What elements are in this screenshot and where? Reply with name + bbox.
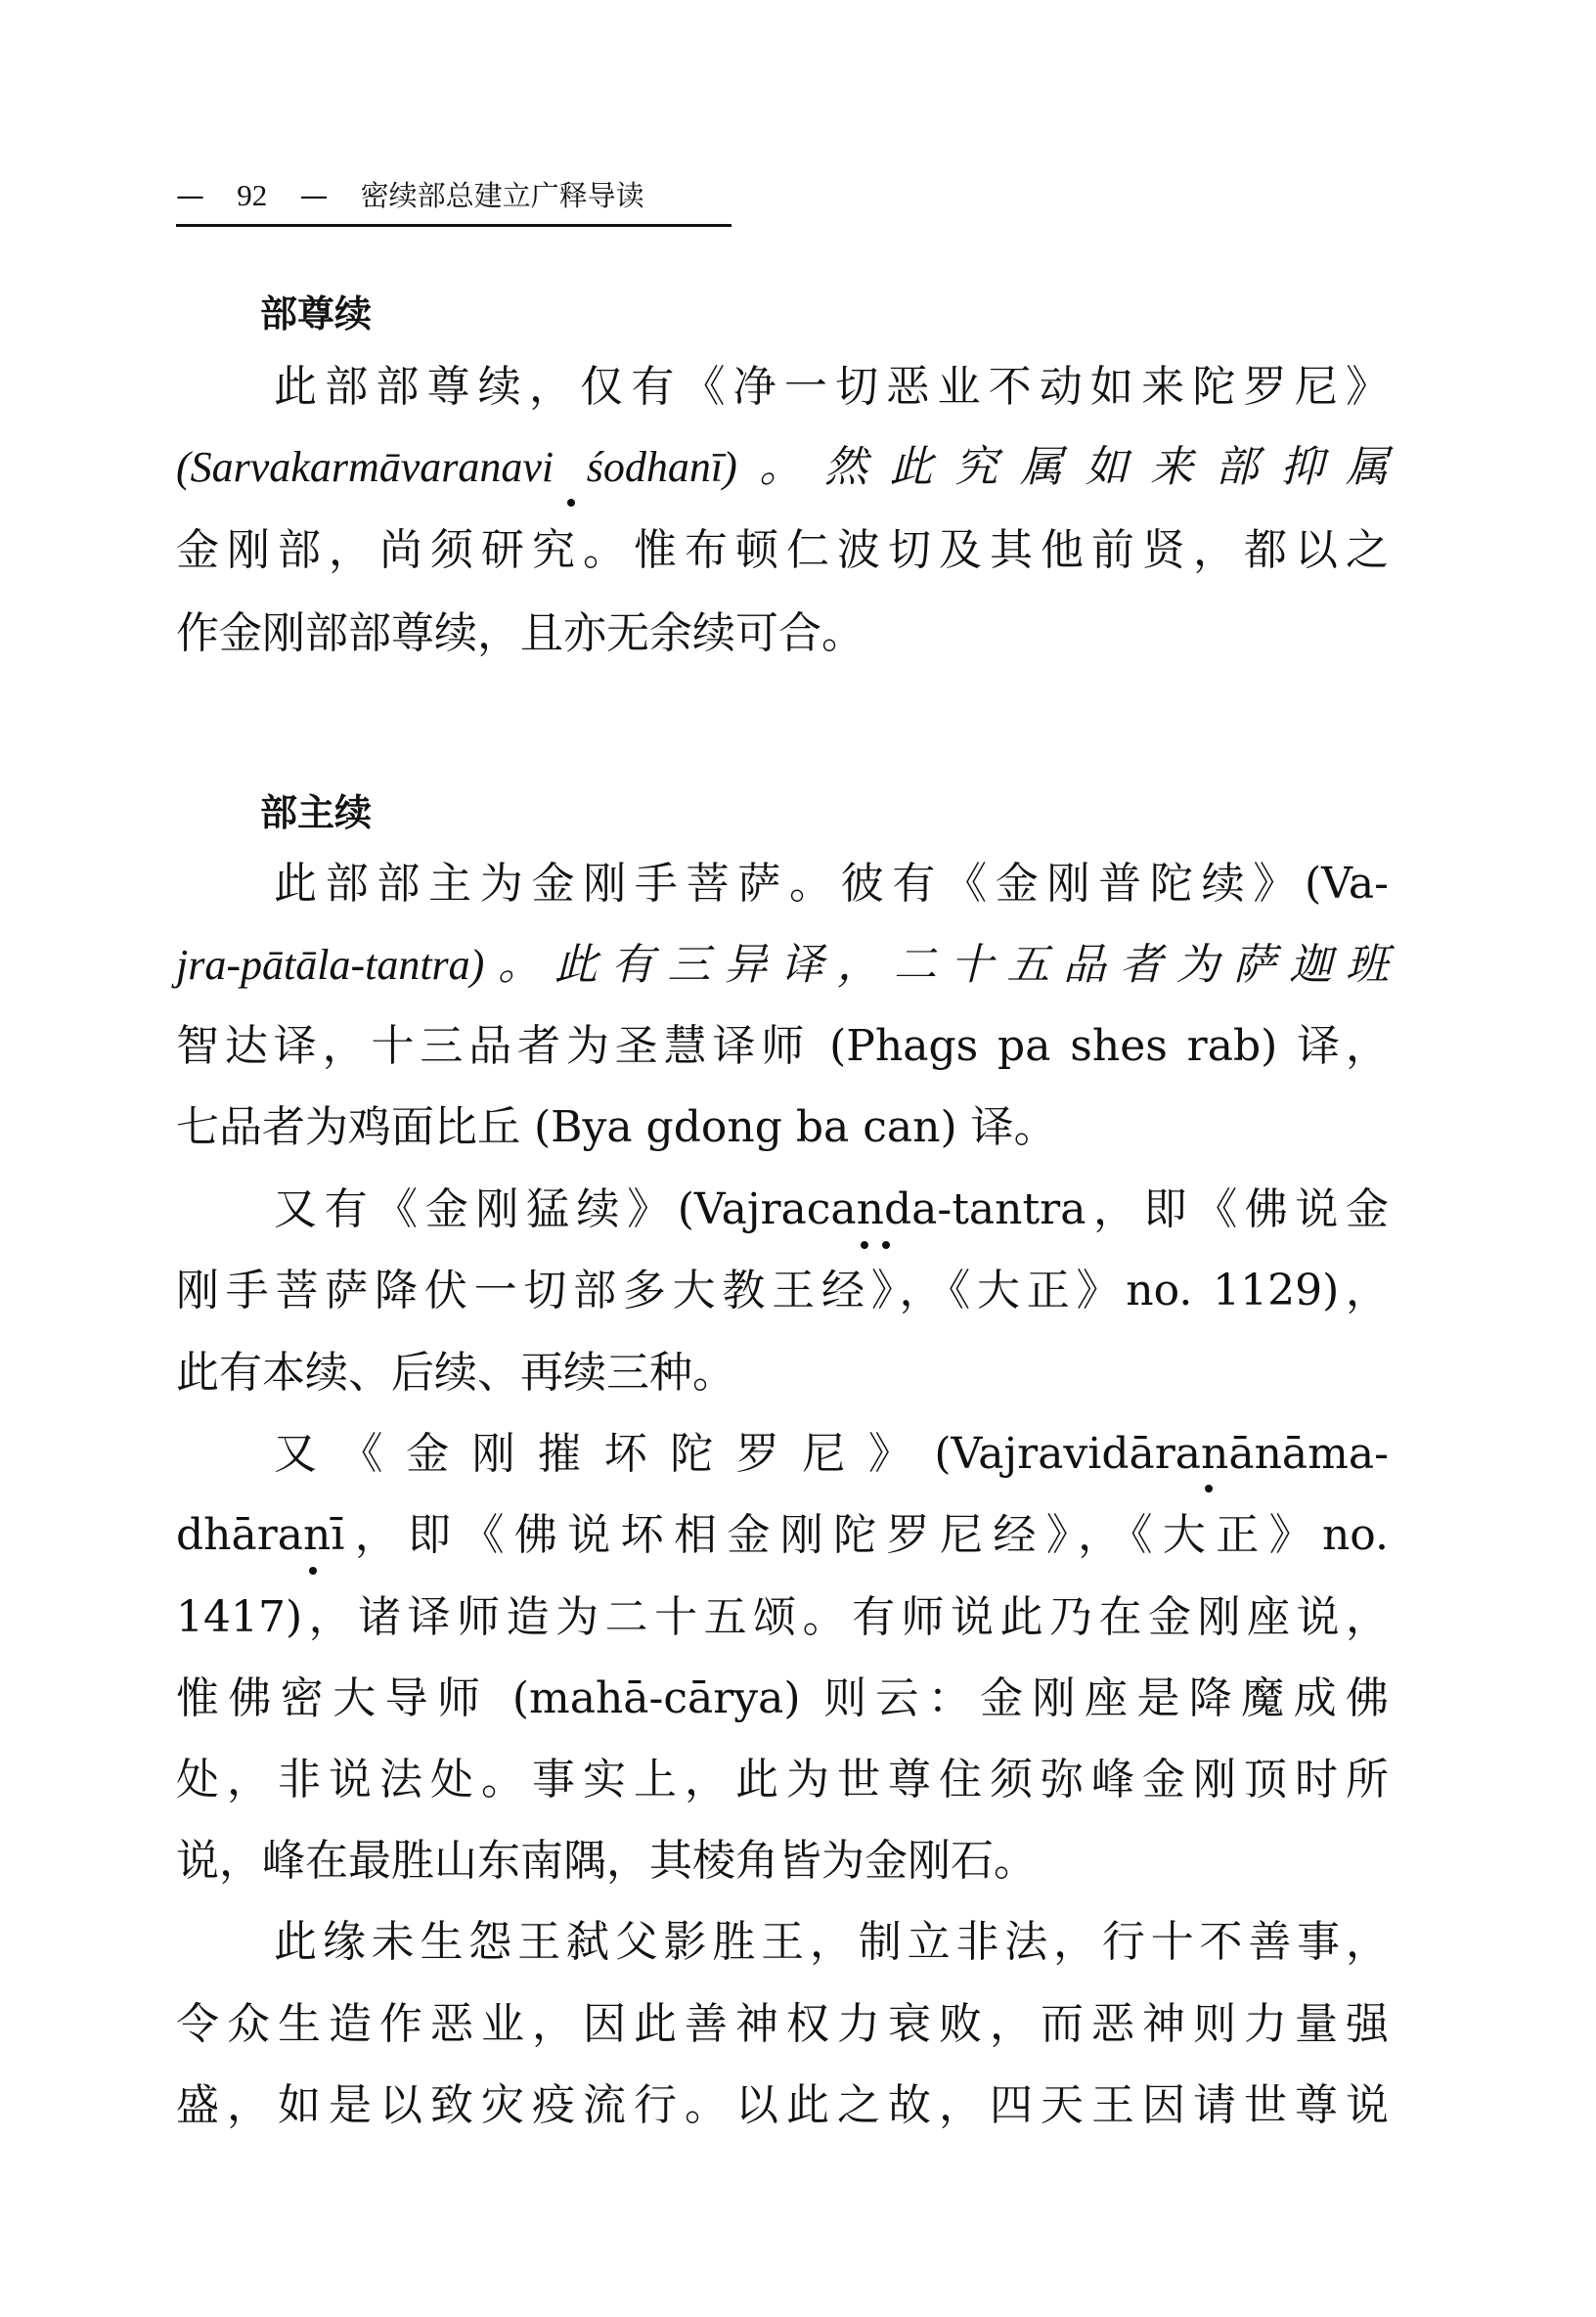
text-line: 处，非说法处。事实上，此为世尊住须弥峰金刚顶时所	[176, 1755, 1389, 1805]
text-line: 此缘未生怨王弑父影胜王，制立非法，行十不善事，	[274, 1917, 1389, 1967]
text-line: 此有本续、后续、再续三种。	[176, 1348, 735, 1398]
text-line: dhāranī，即《佛说坏相金刚陀罗尼经》，《大正》no.	[176, 1510, 1389, 1560]
text-line: 1417)，诸译师造为二十五颂。有师说此乃在金刚座说，	[176, 1592, 1389, 1642]
underdot-mark	[567, 499, 575, 507]
text-line: 金刚部，尚须研究。惟布顿仁波切及其他前贤，都以之	[176, 525, 1389, 575]
underdot-mark	[861, 1241, 868, 1249]
section-heading: 部尊续	[260, 292, 373, 335]
text-line: 盛，如是以致灾疫流行。以此之故，四天王因请世尊说	[176, 2080, 1389, 2130]
text-line: 此部部尊续，仅有《净一切恶业不动如来陀罗尼》	[274, 362, 1389, 412]
text-line: 智达译，十三品者为圣慧译师 (Phags pa shes rab) 译，	[176, 1021, 1389, 1071]
text-line: 说，峰在最胜山东南隅，其棱角皆为金刚石。	[176, 1836, 1037, 1886]
underdot-mark	[1205, 1485, 1213, 1493]
text-line: 惟佛密大导师 (mahā-cārya) 则云：金刚座是降魔成佛	[176, 1673, 1389, 1723]
underdot-mark	[882, 1241, 890, 1249]
section-heading: 部主续	[260, 791, 373, 834]
text-line: 令众生造作恶业，因此善神权力衰败，而恶神则力量强	[176, 1999, 1389, 2049]
text-line: jra-pātāla-tantra)。此有三异译，二十五品者为萨迦班	[176, 941, 1389, 989]
running-header	[176, 174, 732, 227]
text-line: (Sarvakarmāvaranavi śodhanī)。然此究属如来部抑属	[176, 443, 1389, 491]
text-line: 又有《金刚猛续》(Vajracanda-tantra，即《佛说金	[274, 1184, 1389, 1234]
header-dash: —	[299, 179, 329, 212]
text-line: 此部部主为金刚手菩萨。彼有《金刚普陀续》(Va-	[274, 859, 1389, 909]
underdot-mark	[309, 1567, 317, 1575]
text-line: 七品者为鸡面比丘 (Bya gdong ba can) 译。	[176, 1102, 1057, 1152]
book-title: 密续部总建立广释导读	[360, 179, 644, 212]
text-line: 刚手菩萨降伏一切部多大教王经》，《大正》no. 1129)，	[176, 1266, 1389, 1315]
text-line: 又《金刚摧坏陀罗尼》(Vajravidāranānāma-	[274, 1429, 1389, 1479]
header-dash: —	[176, 179, 204, 212]
text-line: 作金刚部部尊续，且亦无余续可合。	[176, 608, 864, 658]
page-number: 92	[237, 178, 268, 212]
